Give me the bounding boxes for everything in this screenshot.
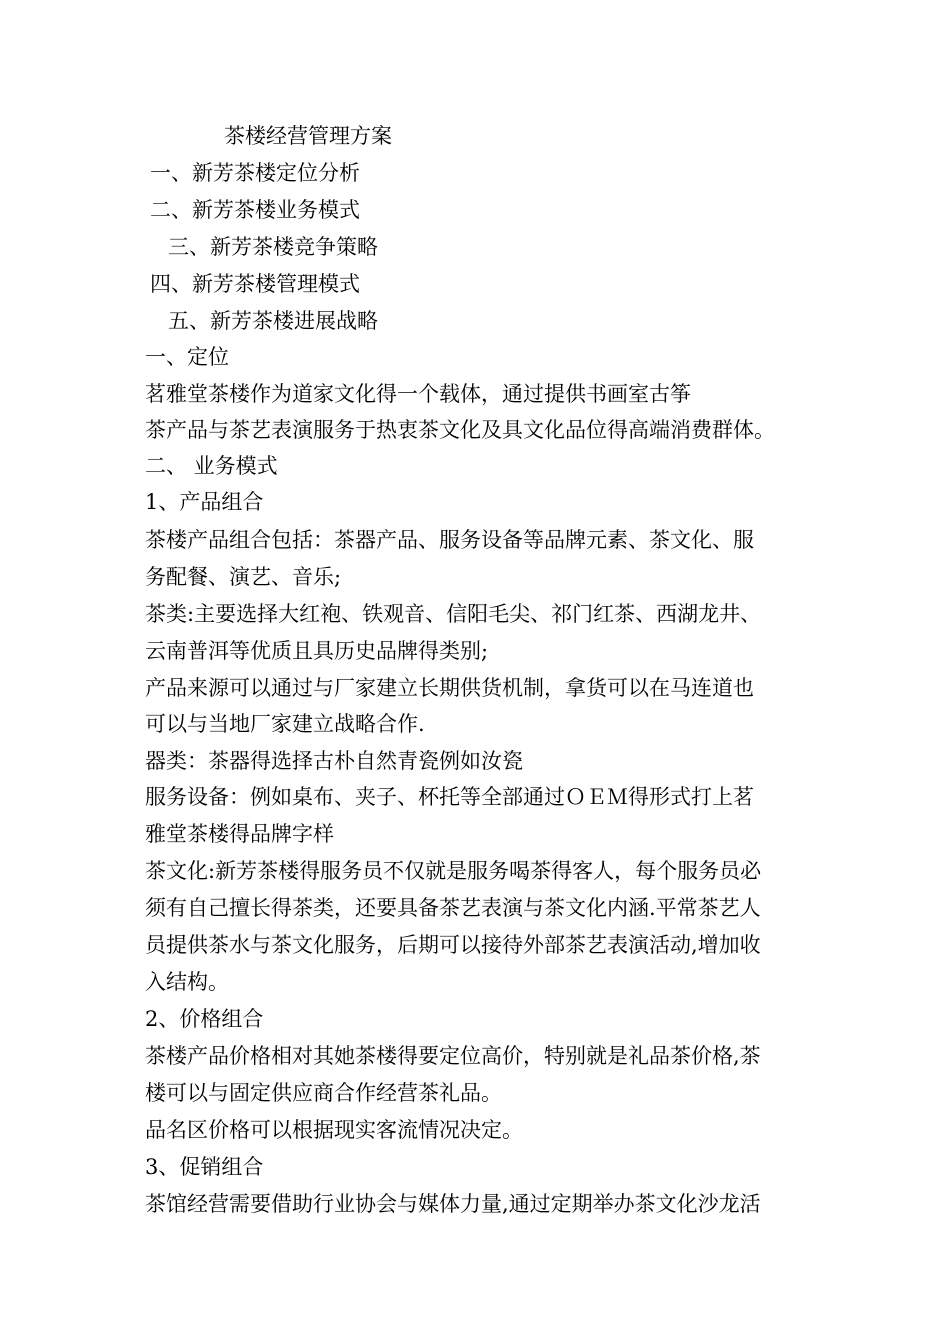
toc-item: 一、新芳茶楼定位分析 [150, 161, 360, 185]
toc-item: 二、新芳茶楼业务模式 [150, 198, 360, 222]
paragraph-line: 服务设备：例如桌布、夹子、杯托等全部通过ＯＥＭ得形式打上茗 [145, 785, 754, 809]
paragraph-line: 茶楼产品组合包括：茶器产品、服务设备等品牌元素、茶文化、服 [145, 528, 754, 552]
paragraph-line: 入结构。 [145, 970, 229, 994]
paragraph-line: 茶文化:新芳茶楼得服务员不仅就是服务喝茶得客人，每个服务员必 [145, 859, 762, 883]
subsection-heading: 3、促销组合 [145, 1155, 264, 1179]
paragraph-line: 品名区价格可以根据现实客流情况决定。 [145, 1118, 523, 1142]
paragraph-line: 楼可以与固定供应商合作经营茶礼品。 [145, 1081, 502, 1105]
paragraph-line: 雅堂茶楼得品牌字样 [145, 822, 334, 846]
paragraph-line: 器类：茶器得选择古朴自然青瓷例如汝瓷 [145, 749, 523, 773]
paragraph-line: 员提供茶水与茶文化服务，后期可以接待外部茶艺表演活动,增加收 [145, 933, 761, 957]
paragraph-line: 茶馆经营需要借助行业协会与媒体力量,通过定期举办茶文化沙龙活 [145, 1192, 761, 1216]
toc-item: 三、新芳茶楼竞争策略 [168, 235, 378, 259]
section-heading: 二、 业务模式 [145, 454, 278, 478]
toc-item: 五、新芳茶楼进展战略 [168, 309, 378, 333]
paragraph-line: 务配餐、演艺、音乐; [145, 565, 342, 589]
paragraph-line: 茗雅堂茶楼作为道家文化得一个载体，通过提供书画室古筝 [145, 382, 691, 406]
paragraph-line: 云南普洱等优质且具历史品牌得类别; [145, 639, 489, 663]
section-heading: 一、定位 [145, 345, 229, 369]
paragraph-line: 可以与当地厂家建立战略合作. [145, 712, 425, 736]
toc-item: 四、新芳茶楼管理模式 [150, 272, 360, 296]
subsection-heading: 1、产品组合 [145, 490, 264, 514]
document-title: 茶楼经营管理方案 [224, 124, 392, 148]
paragraph-line: 茶类:主要选择大红袍、铁观音、信阳毛尖、祁门红茶、西湖龙井、 [145, 602, 762, 626]
paragraph-line: 茶产品与茶艺表演服务于热衷茶文化及具文化品位得高端消费群体。 [145, 418, 775, 442]
paragraph-line: 须有自己擅长得茶类，还要具备茶艺表演与茶文化内涵.平常茶艺人 [145, 896, 761, 920]
paragraph-line: 产品来源可以通过与厂家建立长期供货机制，拿货可以在马连道也 [145, 676, 754, 700]
paragraph-line: 茶楼产品价格相对其她茶楼得要定位高价，特别就是礼品茶价格,茶 [145, 1044, 761, 1068]
subsection-heading: 2、价格组合 [145, 1007, 264, 1031]
